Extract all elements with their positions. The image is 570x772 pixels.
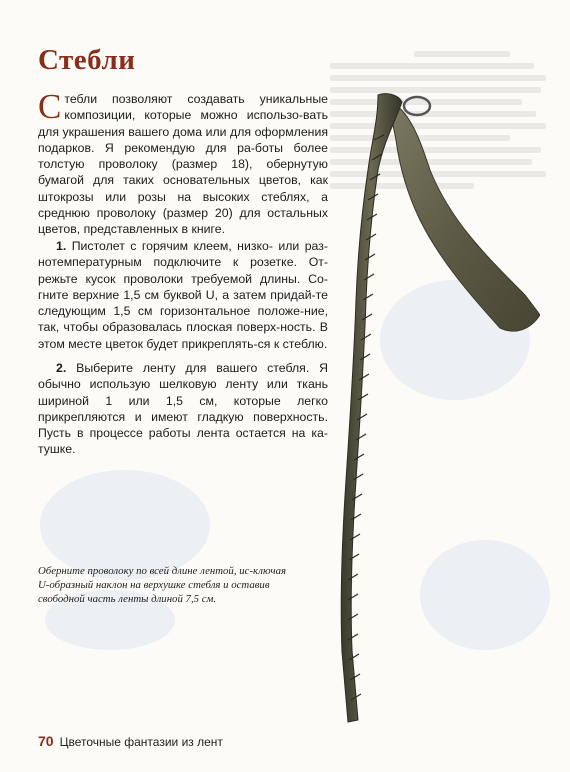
intro-paragraph [38,87,328,238]
photo-caption: Оберните проволоку по всей длине лентой, ис-ключая U-образный наклон на верхушке стебля и оставив свободной часть ленты длиной 7,5 см. [38,565,287,605]
page-title: Стебли [38,44,136,76]
book-title: Цветочные фантазии из лент [59,735,223,749]
step-text: Выберите ленту для вашего стебля. Я обычно использую шелковую ленту или ткань шириной 1 или 1,5 см, которые легко прикрепляются и имеют гладкую поверхность. Пусть в процессе работы лента остается на ка-тушке. [38,361,328,457]
step-number: 1. [56,239,67,253]
page-footer [38,733,223,749]
step-1-paragraph [38,238,328,352]
ribbon-wrapped-stem-photo [300,80,540,730]
page-number: 70 [38,733,54,749]
step-text: Пистолет с горячим клеем, низко- или раз-нотемпературным подключите к розетке. От-режьте кусок проволоки требуемой длины. Со-гните верхние 1,5 см буквой U, а затем придай-те следующим 1,5 см горизонтальное положе-ние, так, чтобы образовалась плоская поверх-ность. В этом месте цветок будет прикреплять-ся к стеблю. [38,239,328,351]
drop-cap: С [38,87,62,126]
step-2-paragraph [38,360,328,458]
step-number: 2. [56,361,67,375]
intro-text: тебли позволяют создавать уникальные композиции, которые можно использо-вать для украшения вашего дома или для оформления подарков. Я рекомендую для ра-боты более толстую проволоку (размер 18), обернутую бумагой для таких основательных цветов, как штокрозы или розы на высоких стеблях, а среднюю проволоку (размер 20) для остальных цветов, представленных в книге. [38,92,328,237]
